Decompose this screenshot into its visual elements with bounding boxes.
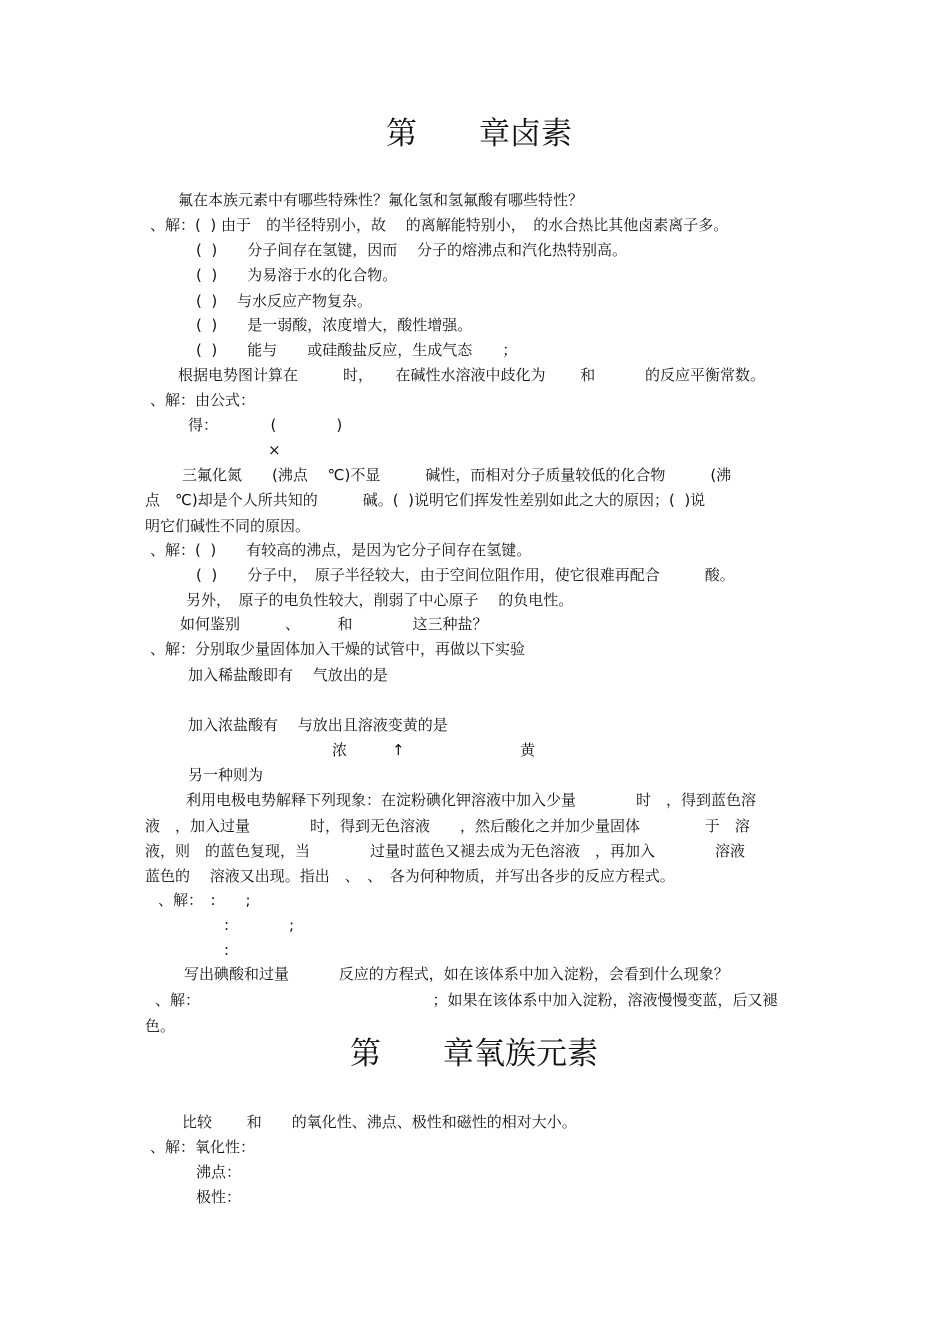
question-line: 利用电极电势解释下列现象：在淀粉碘化钾溶液中加入少量 时 ，得到蓝色溶: [186, 791, 757, 809]
answer-line: ( ) 与水反应产物复杂。: [196, 292, 373, 310]
question-line: 氟在本族元素中有哪些特殊性？氟化氢和氢氟酸有哪些特性？: [178, 191, 584, 209]
chapter2-title: 第 章氧族元素: [350, 1036, 598, 1072]
question-line: 根据电势图计算在 时， 在碱性水溶液中歧化为 和 的反应平衡常数。: [178, 366, 766, 384]
chapter1-title: 第 章卤素: [386, 116, 572, 152]
equation-line: 浓 ↑: [332, 741, 405, 759]
answer-line: 、解：氧化性：: [150, 1138, 256, 1156]
question-line: 写出碘酸和过量 反应的方程式，如在该体系中加入淀粉，会看到什么现象？: [184, 965, 729, 983]
answer-line: 另外， 原子的电负性较大，削弱了中心原子 的负电性。: [186, 591, 574, 609]
answer-line: 加入稀盐酸即有 气放出的是: [188, 666, 388, 684]
question-line: 液，则 的蓝色复现，当 过量时蓝色又褪去成为无色溶液 ，再加入 溶液: [145, 842, 746, 860]
answer-line: 沸点：: [196, 1163, 242, 1181]
answer-line: 、解： : ;: [158, 891, 251, 909]
answer-line: ( ) 为易溶于水的化合物。: [196, 266, 398, 284]
answer-line: ( ) 分子间存在氢键，因而 分子的熔沸点和汽化热特别高。: [196, 241, 628, 259]
answer-line: 极性：: [196, 1188, 242, 1206]
answer-line: 加入浓盐酸有 与放出且溶液变黄的是: [188, 716, 448, 734]
question-line: 点 ℃)却是个人所共知的 碱。( )说明它们挥发性差别如此之大的原因；( )说: [145, 491, 706, 509]
answer-line: 、解：由公式：: [150, 391, 256, 409]
answer-line: ×: [268, 441, 281, 459]
answer-line: 、解： ；如果在该体系中加入淀粉，溶液慢慢变蓝，后又褪: [155, 991, 778, 1009]
answer-line: :: [224, 941, 230, 959]
question-line: 如何鉴别 、 和 这三种盐？: [180, 615, 488, 633]
answer-line: 得： ( ): [188, 416, 343, 434]
answer-line: ( ) 能与 或硅酸盐反应，生成气态 ；: [196, 341, 518, 359]
answer-line: 、解：( ) 由于 的半径特别小，故 的离解能特别小， 的水合热比其他卤素离子多。: [150, 216, 729, 234]
answer-line: : ;: [224, 916, 295, 934]
equation-line: 黄: [520, 741, 536, 759]
answer-line: 另一种则为: [188, 766, 264, 784]
answer-line: 色。: [145, 1017, 176, 1035]
question-line: 液 ，加入过量 时，得到无色溶液 ，然后酸化之并加少量固体 于 溶: [145, 817, 750, 835]
answer-line: ( ) 是一弱酸，浓度增大，酸性增强。: [196, 316, 473, 334]
question-line: 蓝色的 溶液又出现。指出 、 、 各为何种物质，并写出各步的反应方程式。: [145, 867, 675, 885]
question-line: 三氟化氮 (沸点 ℃)不显 碱性，而相对分子质量较低的化合物 (沸: [182, 466, 732, 484]
question-line: 明它们碱性不同的原因。: [145, 517, 311, 535]
answer-line: ( ) 分子中， 原子半径较大，由于空间位阻作用，使它很难再配合 酸。: [196, 566, 735, 584]
answer-line: 、解：分别取少量固体加入干燥的试管中，再做以下实验: [150, 640, 526, 658]
answer-line: 、解：( ) 有较高的沸点，是因为它分子间存在氢键。: [150, 541, 532, 559]
question-line: 比较 和 的氧化性、沸点、极性和磁性的相对大小。: [182, 1113, 577, 1131]
